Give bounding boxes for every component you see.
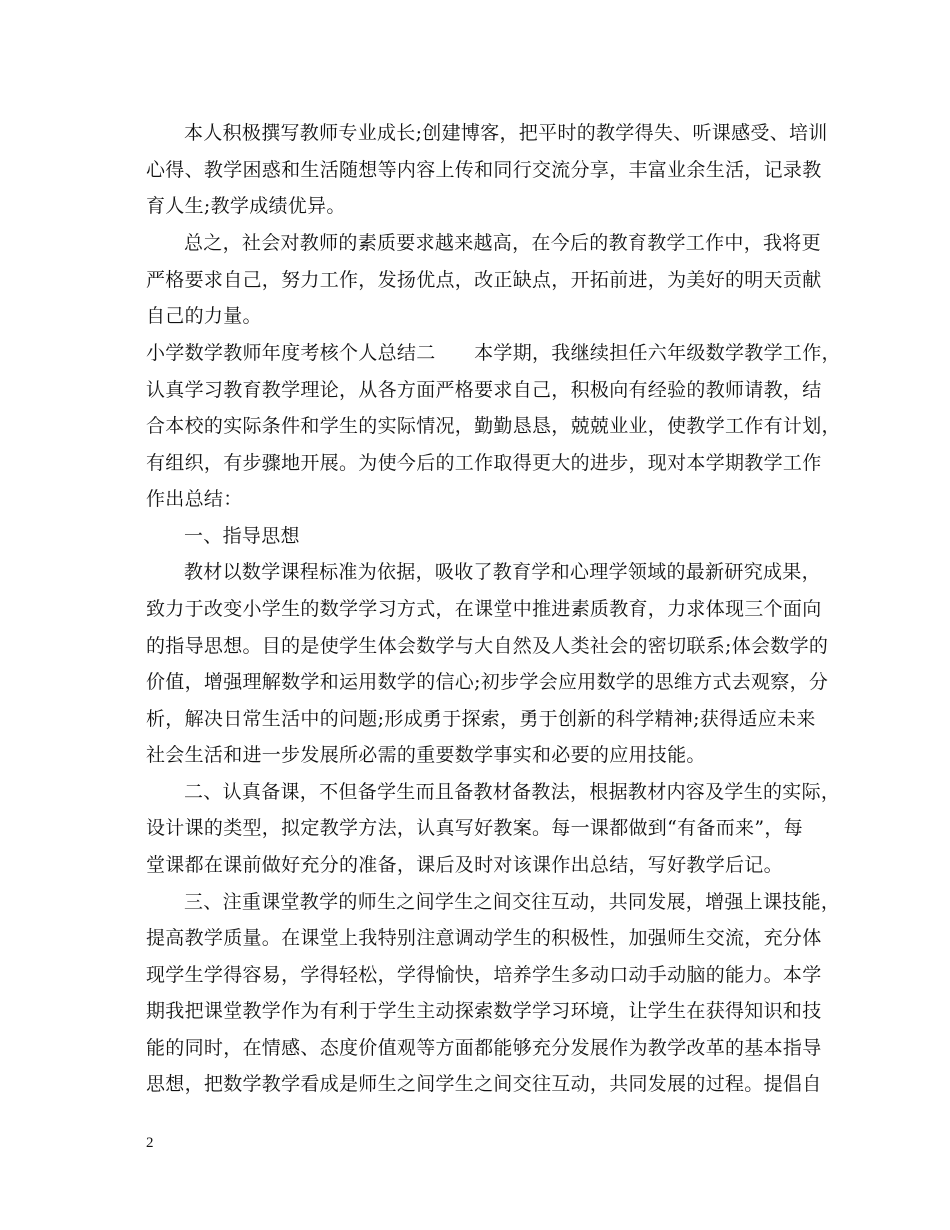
text-line: 能的同时，在情感、态度价值观等方面都能够充分发展作为教学改革的基本指导 <box>146 1037 822 1059</box>
text-line: 社会生活和进一步发展所必需的重要数学事实和必要的应用技能。 <box>146 744 706 766</box>
text-line: 析，解决日常生活中的问题;形成勇于探索，勇于创新的科学精神;获得适应未来 <box>146 708 816 730</box>
text-line: 作出总结： <box>146 488 243 510</box>
text-line: 本人积极撰写教师专业成长;创建博客，把平时的教学得失、听课感受、培训 <box>184 122 828 144</box>
text-line: 现学生学得容易，学得轻松，学得愉快，培养学生多动口动手动脑的能力。本学 <box>146 964 822 986</box>
text-line: 教材以数学课程标准为依据，吸收了教育学和心理学领域的最新研究成果， <box>184 561 821 583</box>
text-line: 认真学习教育教学理论，从各方面严格要求自己，积极向有经验的教师请教，结 <box>146 379 822 401</box>
text-line: 堂课都在课前做好充分的准备，课后及时对该课作出总结，写好教学后记。 <box>146 854 783 876</box>
text-line: 总之，社会对教师的素质要求越来越高，在今后的教育教学工作中，我将更 <box>184 232 821 254</box>
text-line: 心得、教学困惑和生活随想等内容上传和同行交流分享，丰富业余生活，记录教 <box>146 159 822 181</box>
text-line: 育人生;教学成绩优异。 <box>146 195 346 217</box>
page-number: 2 <box>146 1135 154 1151</box>
text-line: 有组织，有步骤地开展。为使今后的工作取得更大的进步，现对本学期教学工作 <box>146 452 822 474</box>
text-line: 自己的力量。 <box>146 305 262 327</box>
section-heading: 一、指导思想 <box>184 525 300 547</box>
text-line: 致力于改变小学生的数学学习方式，在课堂中推进素质教育，力求体现三个面向 <box>146 598 822 620</box>
text-line: 思想，把数学教学看成是师生之间学生之间交往互动，共同发展的过程。提倡自 <box>146 1073 822 1095</box>
text-line: 期我把课堂教学作为有利于学生主动探索数学学习环境，让学生在获得知识和技 <box>146 1000 822 1022</box>
text-line: 的指导思想。目的是使学生体会数学与大自然及人类社会的密切联系;体会数学的 <box>146 635 829 657</box>
text-line: 合本校的实际条件和学生的实际情况，勤勤恳恳，兢兢业业，使教学工作有计划， <box>146 415 841 437</box>
text-line: 二、认真备课，不但备学生而且备教材备教法，根据教材内容及学生的实际， <box>184 781 841 803</box>
text-line: 设计课的类型，拟定教学方法，认真写好教案。每一课都做到“有备而来”，每 <box>146 817 803 839</box>
text-line: 严格要求自己，努力工作，发扬优点，改正缺点，开拓前进，为美好的明天贡献 <box>146 269 822 291</box>
text-line: 小学数学教师年度考核个人总结二 本学期，我继续担任六年级数学教学工作， <box>146 342 841 364</box>
text-line: 价值，增强理解数学和运用数学的信心;初步学会应用数学的思维方式去观察，分 <box>146 671 829 693</box>
text-line: 提高教学质量。在课堂上我特别注意调动学生的积极性，加强师生交流，充分体 <box>146 927 822 949</box>
text-line: 三、注重课堂教学的师生之间学生之间交往互动，共同发展，增强上课技能， <box>184 891 841 913</box>
